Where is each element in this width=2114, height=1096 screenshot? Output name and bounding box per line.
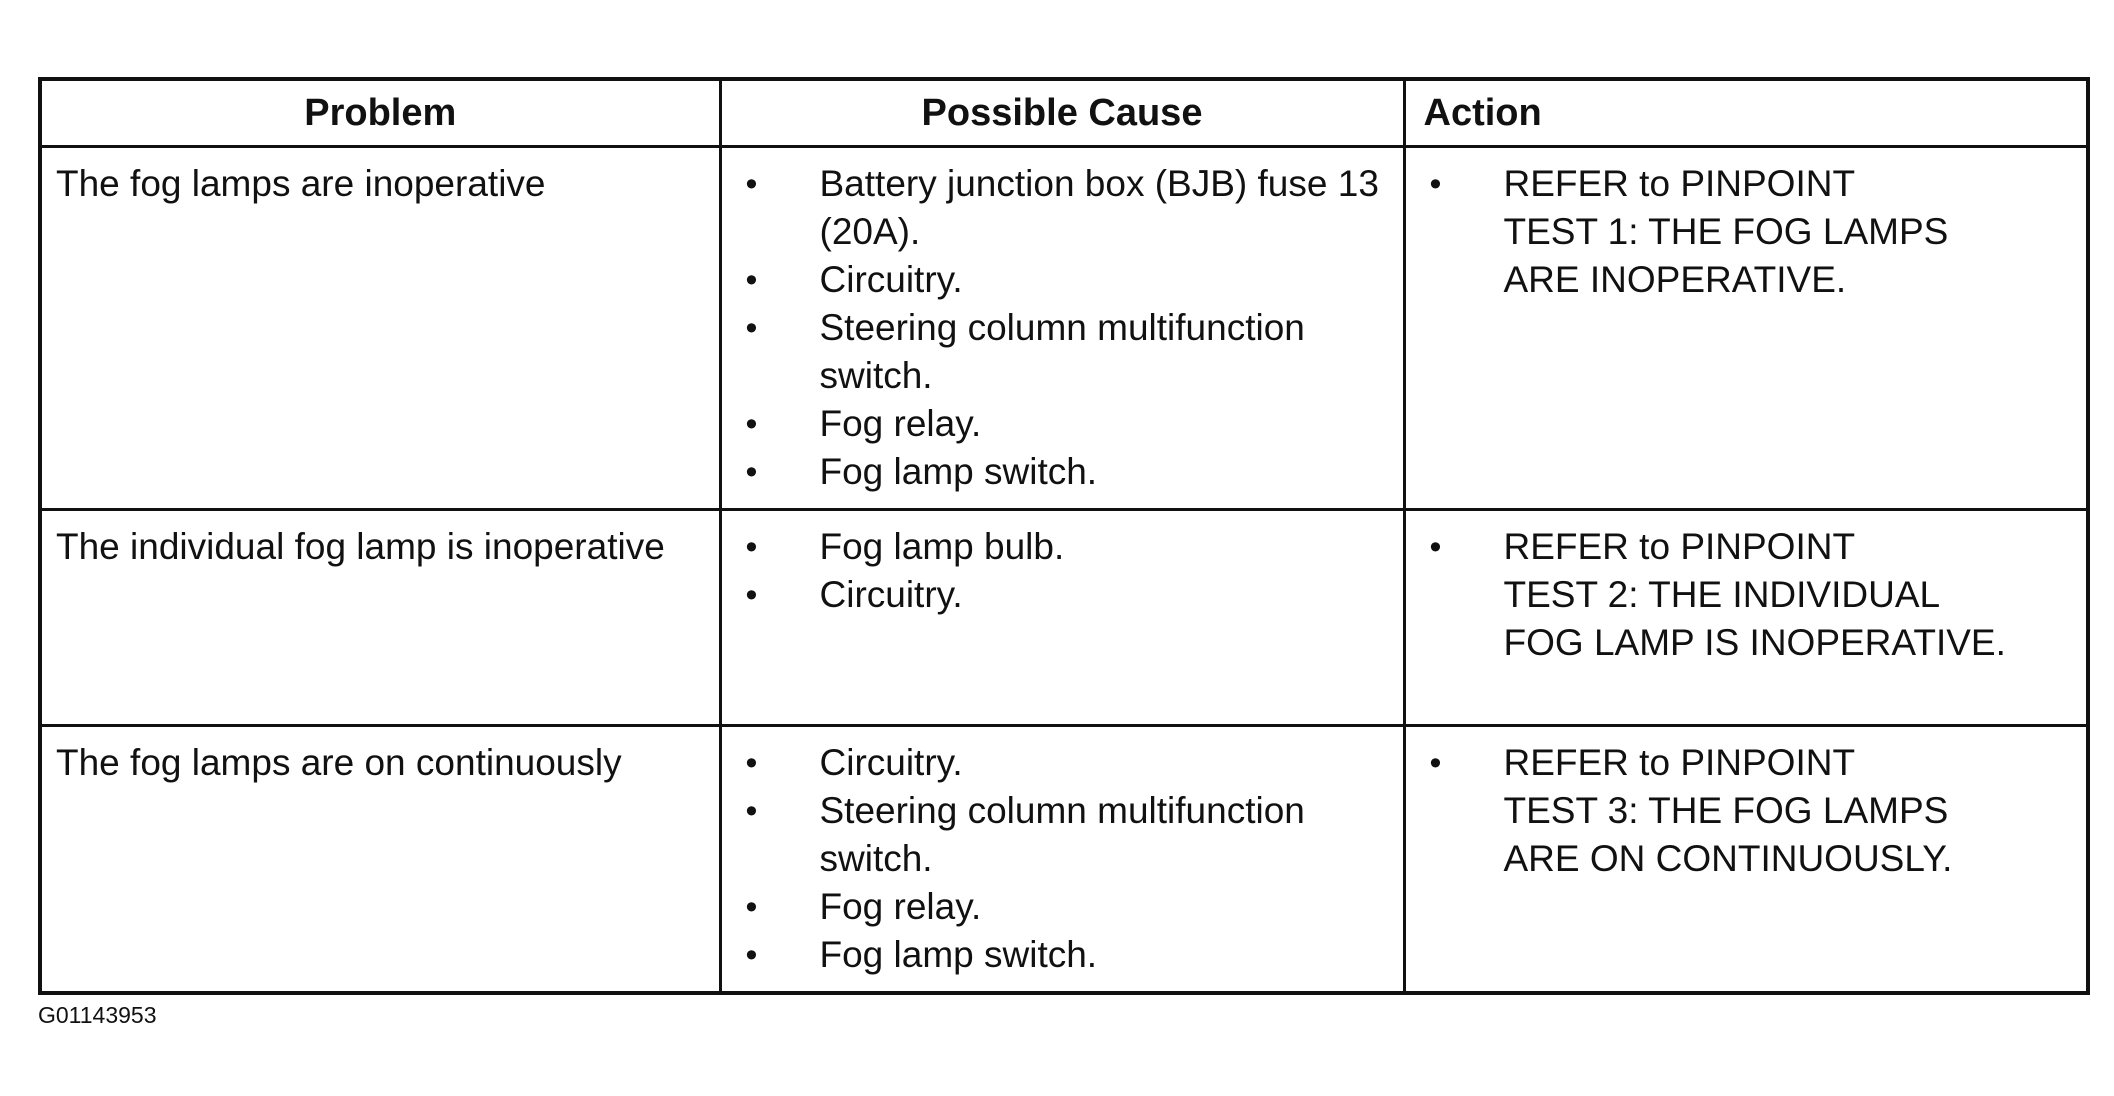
cause-item bbox=[736, 739, 1389, 787]
table-row bbox=[40, 147, 2088, 510]
cause-item bbox=[736, 400, 1389, 448]
problem-cell: The fog lamps are inoperative bbox=[40, 147, 720, 510]
cause-text: Fog relay. bbox=[819, 886, 982, 927]
header-row bbox=[40, 79, 2088, 147]
cause-text: Circuitry. bbox=[819, 574, 963, 615]
cause-text: Steering column multifunction switch. bbox=[819, 790, 1305, 879]
action-cell bbox=[1404, 147, 2088, 510]
bullet-icon: • bbox=[745, 888, 758, 926]
cause-item bbox=[736, 571, 1389, 619]
bullet-icon: • bbox=[745, 453, 758, 491]
header-action: Action bbox=[1404, 79, 2088, 147]
action-cell bbox=[1404, 510, 2088, 726]
header-problem: Problem bbox=[40, 79, 720, 147]
bullet-icon: • bbox=[745, 936, 758, 974]
cause-item bbox=[736, 787, 1389, 883]
diagnosis-table bbox=[38, 77, 2090, 995]
action-list bbox=[1420, 160, 2073, 304]
action-cell bbox=[1404, 726, 2088, 994]
cause-list bbox=[736, 160, 1389, 496]
cause-text: Fog lamp bulb. bbox=[819, 526, 1065, 567]
problem-cell: The fog lamps are on continuously bbox=[40, 726, 720, 994]
cause-cell bbox=[720, 510, 1404, 726]
action-item bbox=[1420, 739, 2073, 883]
cause-text: Fog lamp switch. bbox=[819, 451, 1098, 492]
action-item bbox=[1420, 523, 2073, 667]
bullet-icon: • bbox=[745, 744, 758, 782]
cause-text: Circuitry. bbox=[819, 742, 963, 783]
cause-text: Circuitry. bbox=[819, 259, 963, 300]
action-text: REFER to PINPOINT TEST 3: THE FOG LAMPS ARE ON CONTINUOUSLY. bbox=[1503, 742, 1953, 879]
action-list bbox=[1420, 523, 2073, 667]
cause-cell bbox=[720, 726, 1404, 994]
cause-item bbox=[736, 523, 1389, 571]
bullet-icon: • bbox=[1429, 744, 1442, 782]
cause-item bbox=[736, 448, 1389, 496]
cause-text: Fog lamp switch. bbox=[819, 934, 1098, 975]
bullet-icon: • bbox=[745, 576, 758, 614]
bullet-icon: • bbox=[745, 309, 758, 347]
action-text: REFER to PINPOINT TEST 1: THE FOG LAMPS ARE INOPERATIVE. bbox=[1503, 163, 1949, 300]
cause-cell bbox=[720, 147, 1404, 510]
cause-list bbox=[736, 523, 1389, 619]
cause-list bbox=[736, 739, 1389, 979]
figure-id: G01143953 bbox=[38, 1002, 157, 1028]
cause-item bbox=[736, 883, 1389, 931]
problem-cell: The individual fog lamp is inoperative bbox=[40, 510, 720, 726]
action-text: REFER to PINPOINT TEST 2: THE INDIVIDUAL FOG LAMP IS INOPERATIVE. bbox=[1503, 526, 2006, 663]
bullet-icon: • bbox=[1429, 165, 1442, 203]
header-possible-cause: Possible Cause bbox=[720, 79, 1404, 147]
action-list bbox=[1420, 739, 2073, 883]
bullet-icon: • bbox=[745, 528, 758, 566]
bullet-icon: • bbox=[745, 261, 758, 299]
cause-text: Battery junction box (BJB) fuse 13 (20A). bbox=[819, 163, 1379, 252]
cause-item bbox=[736, 931, 1389, 979]
cause-text: Fog relay. bbox=[819, 403, 982, 444]
table-row bbox=[40, 510, 2088, 726]
cause-text: Steering column multifunction switch. bbox=[819, 307, 1305, 396]
cause-item bbox=[736, 256, 1389, 304]
bullet-icon: • bbox=[745, 405, 758, 443]
table-row bbox=[40, 726, 2088, 994]
bullet-icon: • bbox=[1429, 528, 1442, 566]
cause-item bbox=[736, 160, 1389, 256]
bullet-icon: • bbox=[745, 792, 758, 830]
action-item bbox=[1420, 160, 2073, 304]
cause-item bbox=[736, 304, 1389, 400]
bullet-icon: • bbox=[745, 165, 758, 203]
